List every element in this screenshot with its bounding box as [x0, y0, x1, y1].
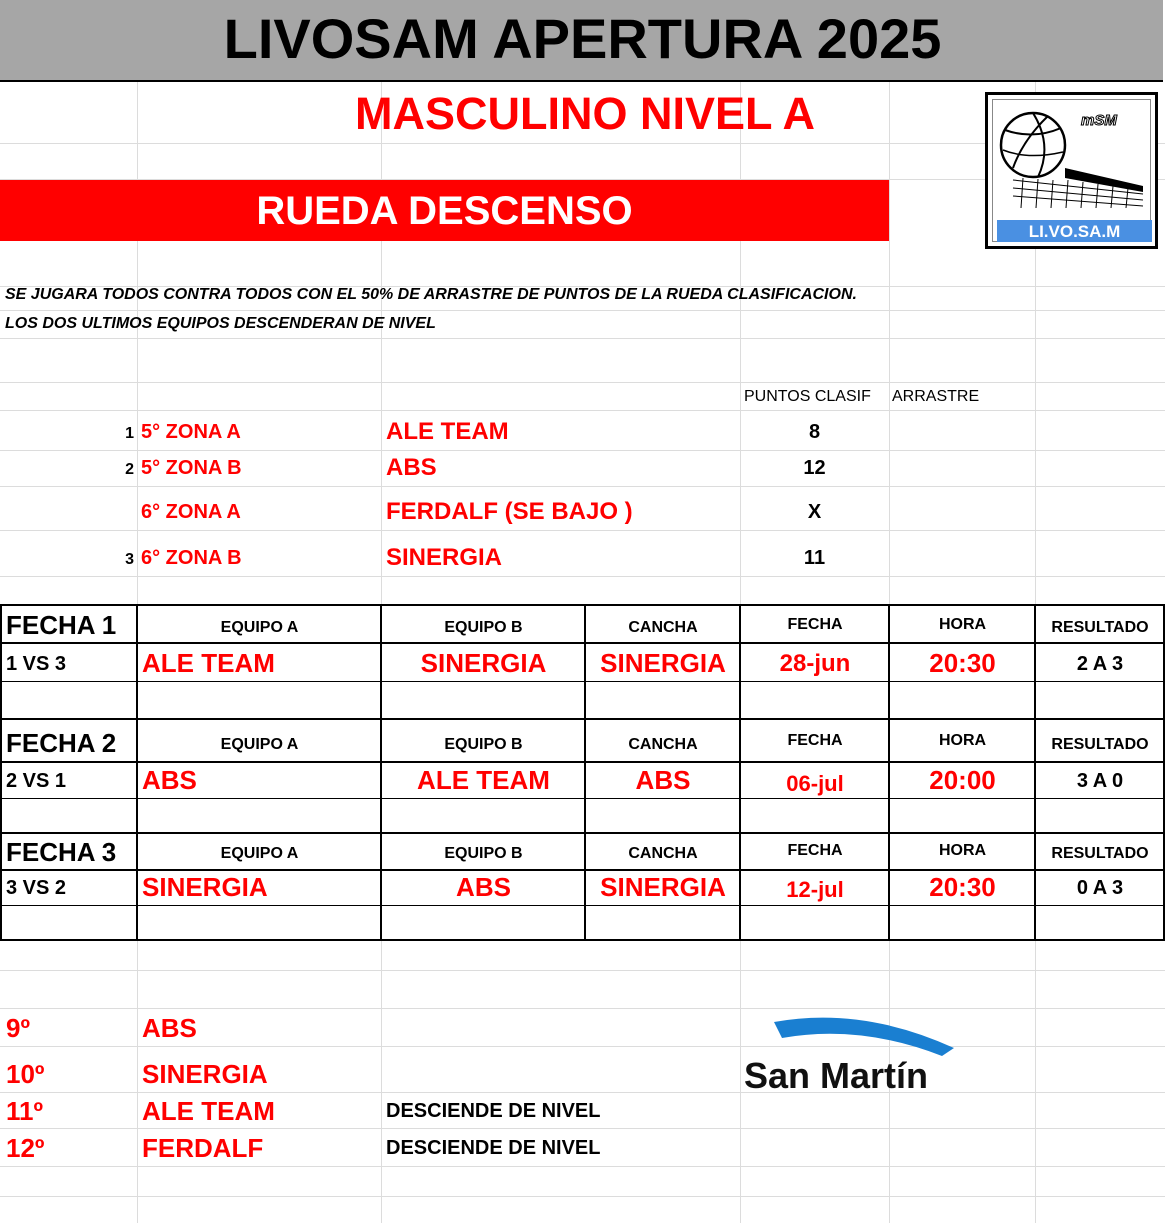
fixture-match: 2 VS 1: [6, 770, 67, 792]
page-subtitle: MASCULINO NIVEL A: [354, 88, 816, 139]
livosam-logo: [985, 92, 1158, 249]
header-puntos-clasif: PUNTOS CLASIF: [744, 388, 871, 405]
standing-points: 8: [808, 421, 821, 443]
rule-note: LOS DOS ULTIMOS EQUIPOS DESCENDERAN DE NIVEL: [5, 315, 436, 332]
header-equipo-a: EQUIPO A: [220, 845, 299, 862]
fixture-label: FECHA 1: [6, 610, 117, 640]
header-equipo-a: EQUIPO A: [220, 736, 299, 753]
fixture-hora: 20:00: [929, 765, 996, 795]
standing-team: SINERGIA: [386, 544, 503, 571]
header-fecha: FECHA: [787, 842, 843, 859]
final-position: 9º: [6, 1013, 30, 1043]
fixture-resultado: 0 A 3: [1076, 877, 1124, 899]
header-equipo-b: EQUIPO B: [444, 736, 523, 753]
logo-frame: [992, 99, 1151, 242]
standing-zone: 5° ZONA A: [141, 421, 241, 443]
standing-team: ABS: [386, 454, 437, 481]
header-fecha: FECHA: [787, 732, 843, 749]
standing-team: ALE TEAM: [386, 418, 509, 445]
final-position: 10º: [6, 1059, 45, 1089]
fixture-label: FECHA 3: [6, 837, 117, 867]
rule-note: SE JUGARA TODOS CONTRA TODOS CON EL 50% DE ARRASTRE DE PUNTOS DE LA RUEDA CLASIFICACION.: [5, 286, 857, 303]
fixture-hora: 20:30: [929, 872, 996, 902]
standing-number: 3: [125, 551, 134, 568]
fixture-cancha: SINERGIA: [600, 872, 726, 902]
final-note: DESCIENDE DE NIVEL: [386, 1100, 601, 1122]
fixture-fecha: 06-jul: [786, 771, 844, 796]
logo-badge: mSM: [1081, 112, 1117, 129]
standing-number: 1: [125, 425, 134, 442]
header-cancha: CANCHA: [628, 736, 698, 753]
final-team: SINERGIA: [142, 1059, 268, 1089]
header-resultado: RESULTADO: [1051, 845, 1149, 862]
fixture-hora: 20:30: [929, 648, 996, 678]
standing-points: 11: [803, 547, 826, 569]
header-resultado: RESULTADO: [1051, 619, 1149, 636]
fixture-resultado: 2 A 3: [1076, 653, 1124, 675]
header-cancha: CANCHA: [628, 619, 698, 636]
fixture-cancha: SINERGIA: [600, 648, 726, 678]
fixture-match: 1 VS 3: [6, 653, 67, 675]
header-equipo-b: EQUIPO B: [444, 845, 523, 862]
fixture-equipo-a: SINERGIA: [142, 872, 268, 902]
header-hora: HORA: [938, 842, 987, 859]
fixture-equipo-a: ABS: [142, 765, 197, 795]
header-equipo-a: EQUIPO A: [220, 619, 299, 636]
fixture-fecha: 12-jul: [786, 877, 844, 902]
standing-points: 12: [803, 457, 826, 479]
final-position: 11º: [6, 1096, 43, 1126]
fixture-resultado: 3 A 0: [1076, 770, 1124, 792]
fixture-cancha: ABS: [635, 765, 691, 795]
header-resultado: RESULTADO: [1051, 736, 1149, 753]
fixture-equipo-b: ALE TEAM: [417, 765, 550, 795]
header-hora: HORA: [938, 616, 987, 633]
standing-points: X: [807, 501, 822, 523]
final-team: ALE TEAM: [142, 1096, 275, 1126]
final-team: ABS: [142, 1013, 197, 1043]
fixture-match: 3 VS 2: [6, 877, 67, 899]
standing-team: FERDALF (SE BAJO ): [386, 498, 633, 525]
header-equipo-b: EQUIPO B: [444, 619, 523, 636]
header-fecha: FECHA: [787, 616, 843, 633]
page-title: LIVOSAM APERTURA 2025: [223, 7, 942, 70]
header-cancha: CANCHA: [628, 845, 698, 862]
section-title: RUEDA DESCENSO: [256, 189, 633, 233]
final-position: 12º: [6, 1133, 45, 1163]
final-note: DESCIENDE DE NIVEL: [386, 1137, 601, 1159]
fixture-equipo-b: SINERGIA: [420, 648, 547, 678]
header-hora: HORA: [938, 732, 987, 749]
logo-label: LI.VO.SA.M: [1028, 222, 1121, 241]
standing-zone: 6° ZONA B: [141, 547, 242, 569]
standing-number: 2: [125, 461, 134, 478]
fixture-equipo-b: ABS: [456, 872, 511, 902]
fixture-fecha: 28-jun: [779, 650, 851, 677]
header-arrastre: ARRASTRE: [892, 388, 980, 405]
sponsor-name: San Martín: [744, 1055, 929, 1096]
standing-zone: 6° ZONA A: [141, 501, 241, 523]
fixture-label: FECHA 2: [6, 728, 117, 758]
final-team: FERDALF: [142, 1133, 264, 1163]
fixture-equipo-a: ALE TEAM: [142, 648, 275, 678]
volleyball-net-icon: [993, 100, 1148, 215]
standing-zone: 5° ZONA B: [141, 457, 242, 479]
